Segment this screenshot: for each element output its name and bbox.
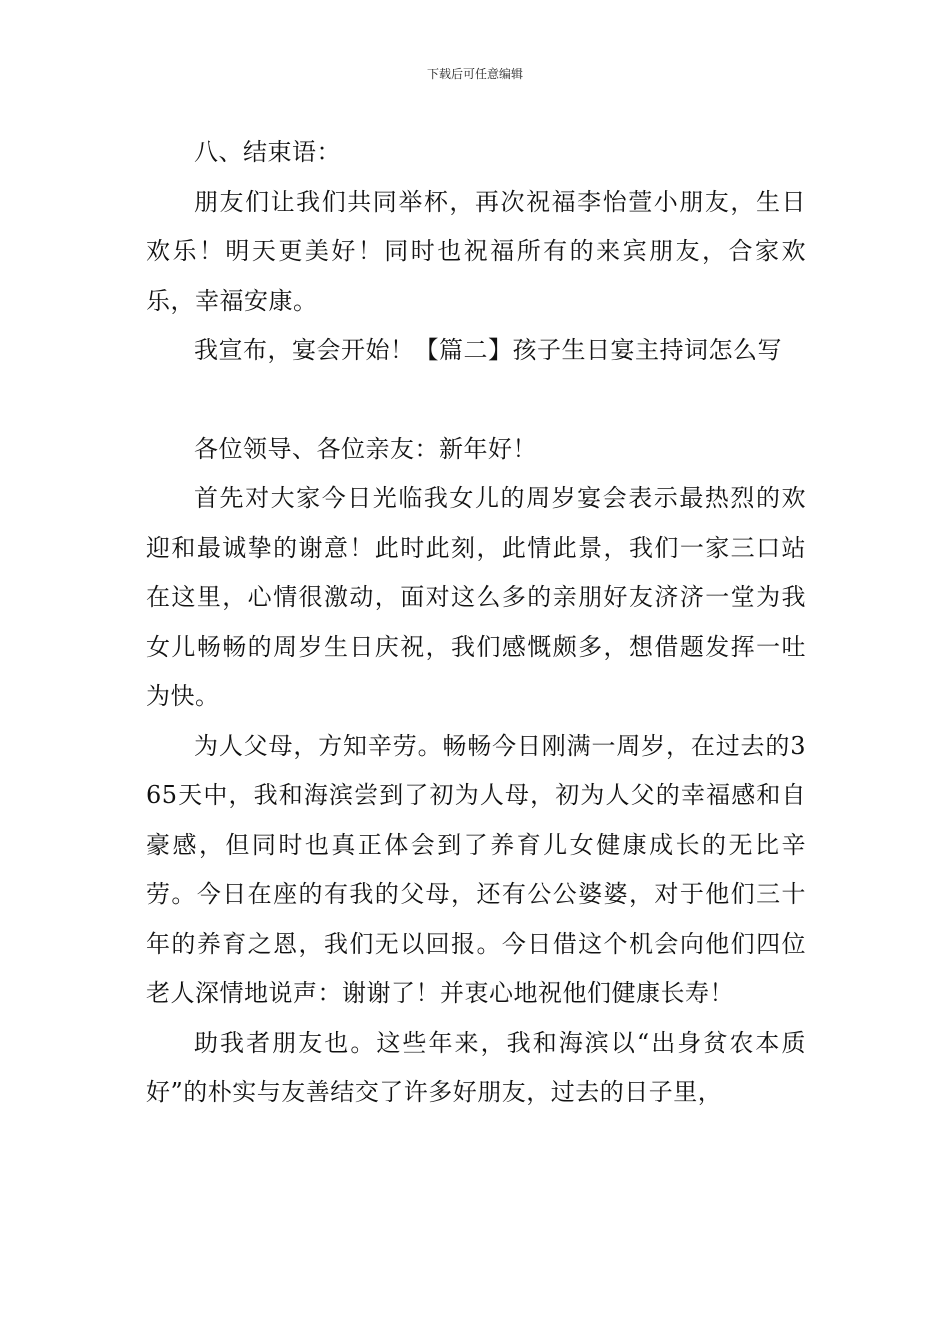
page-header: 下载后可任意编辑: [426, 67, 523, 81]
paragraph-greeting: 各位领导、各位亲友：新年好！: [194, 434, 537, 463]
paragraph-spacer: [146, 376, 806, 425]
paragraph-welcome: 首先对大家今日光临我女儿的周岁宴会表示最热烈的欢迎和最诚挚的谢意！此时此刻，此情此景，我们一家三口站在这里，心情很激动，面对这么多的亲朋好友济济一堂为我女儿畅畅的周岁生日庆祝，我们感慨颇多，想借题发挥一吐为快。: [146, 484, 806, 710]
paragraph-closing-heading: 八、结束语：: [194, 138, 341, 166]
paragraph-toast: 朋友们让我们共同举杯，再次祝福李怡萱小朋友，生日欢乐！明天更美好！同时也祝福所有的来宾朋友，合家欢乐，幸福安康。: [146, 187, 806, 315]
document-body: [146, 128, 806, 1118]
paragraph-friends: 助我者朋友也。这些年来，我和海滨以“出身贫农本质好”的朴实与友善结交了许多好朋友，过去的日子里，: [146, 1028, 806, 1106]
paragraph-parents: 为人父母，方知辛劳。畅畅今日刚满一周岁，在过去的365天中，我和海滨尝到了初为人母，初为人父的幸福感和自豪感，但同时也真正体会到了养育儿女健康成长的无比辛劳。今日在座的有我的父母，还有公公婆婆，对于他们三十年的养育之恩，我们无以回报。今日借这个机会向他们四位老人深情地说声：谢谢了！并衷心地祝他们健康长寿！: [146, 731, 806, 1007]
paragraph-announcement: 我宣布，宴会开始！【篇二】孩子生日宴主持词怎么写: [194, 336, 782, 364]
